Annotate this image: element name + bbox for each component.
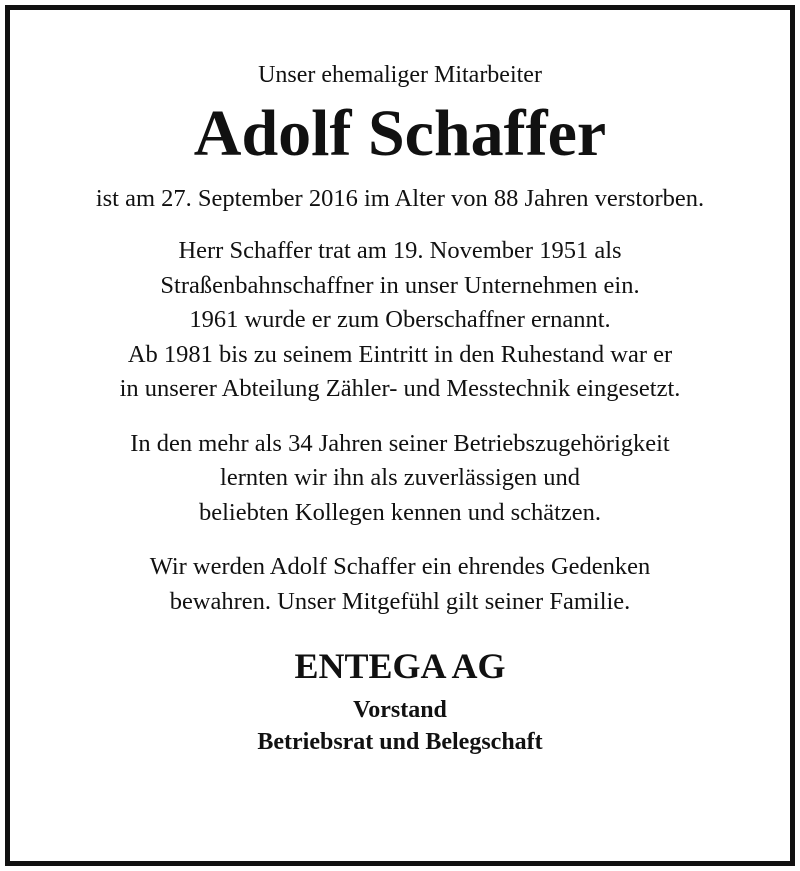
deceased-name: Adolf Schaffer — [193, 97, 607, 170]
tribute-line: lernten wir ihn als zuverlässigen und — [220, 464, 580, 491]
career-line: Herr Schaffer trat am 19. November 1951 als — [178, 237, 622, 264]
tribute-line: beliebten Kollegen kennen und schätzen. — [198, 498, 602, 526]
remembrance-line: Wir werden Adolf Schaffer ein ehrendes Gedenken — [149, 553, 651, 580]
tribute-line: In den mehr als 34 Jahren seiner Betriebszugehörigkeit — [130, 429, 670, 457]
intro-line: Unser ehemaliger Mitarbeiter — [258, 62, 542, 88]
remembrance-line: bewahren. Unser Mitgefühl gilt seiner Familie. — [169, 587, 631, 615]
company-name: ENTEGA AG — [294, 646, 506, 686]
obituary-content — [10, 10, 790, 758]
death-announcement: ist am 27. September 2016 im Alter von 88 Jahren verstorben. — [95, 185, 705, 212]
signatory-staff: Betriebsrat und Belegschaft — [257, 729, 543, 755]
obituary-frame — [5, 5, 795, 866]
signatory-board: Vorstand — [353, 697, 447, 723]
career-line: Straßenbahnschaffner in unser Unternehmen ein. — [160, 271, 640, 299]
career-line: Ab 1981 bis zu seinem Eintritt in den Ruhestand war er — [127, 340, 673, 368]
remembrance-paragraph — [10, 550, 790, 619]
career-line: in unserer Abteilung Zähler- und Messtechnik eingesetzt. — [119, 375, 681, 402]
career-paragraph — [10, 234, 790, 407]
career-line: 1961 wurde er zum Oberschaffner ernannt. — [189, 306, 611, 333]
tribute-paragraph — [10, 427, 790, 531]
